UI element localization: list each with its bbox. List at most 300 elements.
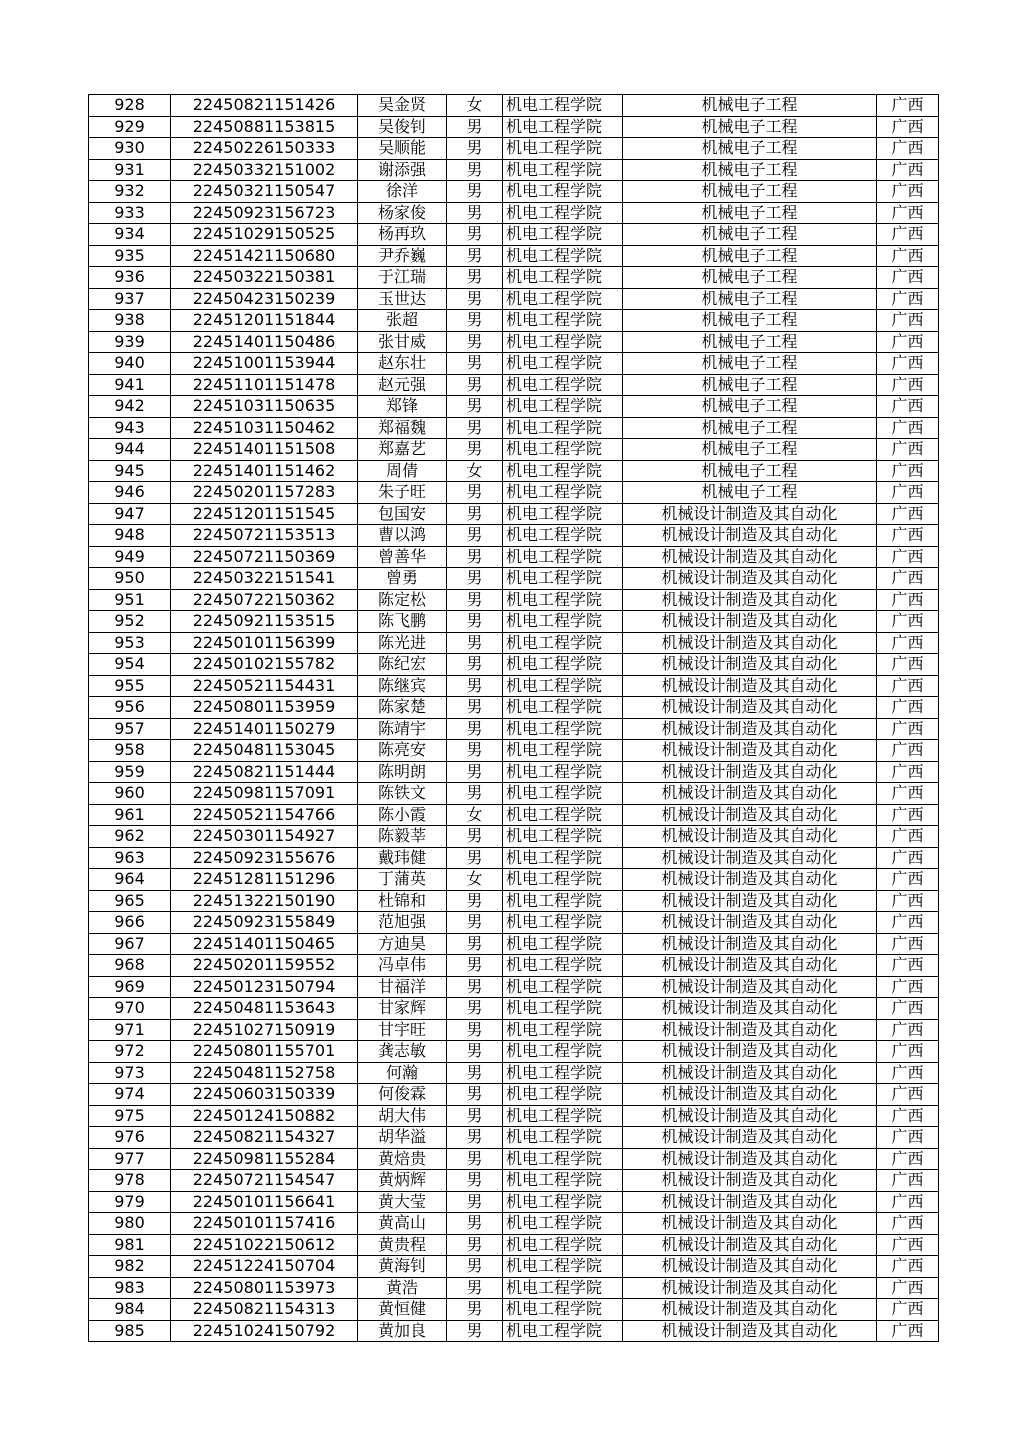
province-cell: 广西 bbox=[877, 245, 939, 267]
student-name-cell: 陈小霞 bbox=[358, 804, 447, 826]
major-cell: 机械设计制造及其自动化 bbox=[623, 1234, 877, 1256]
major-cell: 机械电子工程 bbox=[623, 417, 877, 439]
table-row bbox=[89, 611, 939, 633]
college-cell: 机电工程学院 bbox=[503, 116, 623, 138]
major-cell: 机械电子工程 bbox=[623, 159, 877, 181]
major-cell: 机械电子工程 bbox=[623, 116, 877, 138]
gender-cell: 男 bbox=[447, 654, 503, 676]
student-id-cell: 22450101157416 bbox=[171, 1213, 358, 1235]
college-cell: 机电工程学院 bbox=[503, 460, 623, 482]
student-name-cell: 陈铁文 bbox=[358, 783, 447, 805]
major-cell: 机械设计制造及其自动化 bbox=[623, 976, 877, 998]
college-cell: 机电工程学院 bbox=[503, 1299, 623, 1321]
student-id-cell: 22450322150381 bbox=[171, 267, 358, 289]
major-cell: 机械电子工程 bbox=[623, 310, 877, 332]
student-id-cell: 22450923155676 bbox=[171, 847, 358, 869]
major-cell: 机械设计制造及其自动化 bbox=[623, 912, 877, 934]
gender-cell: 男 bbox=[447, 116, 503, 138]
gender-cell: 男 bbox=[447, 1170, 503, 1192]
student-id-cell: 22451027150919 bbox=[171, 1019, 358, 1041]
table-row bbox=[89, 503, 939, 525]
gender-cell: 男 bbox=[447, 159, 503, 181]
student-name-cell: 尹乔巍 bbox=[358, 245, 447, 267]
student-id-cell: 22450981157091 bbox=[171, 783, 358, 805]
province-cell: 广西 bbox=[877, 460, 939, 482]
gender-cell: 男 bbox=[447, 740, 503, 762]
row-number-cell: 952 bbox=[89, 611, 171, 633]
province-cell: 广西 bbox=[877, 482, 939, 504]
major-cell: 机械电子工程 bbox=[623, 353, 877, 375]
province-cell: 广西 bbox=[877, 804, 939, 826]
table-row bbox=[89, 869, 939, 891]
row-number-cell: 949 bbox=[89, 546, 171, 568]
student-id-cell: 22450226150333 bbox=[171, 138, 358, 160]
college-cell: 机电工程学院 bbox=[503, 826, 623, 848]
college-cell: 机电工程学院 bbox=[503, 783, 623, 805]
province-cell: 广西 bbox=[877, 396, 939, 418]
row-number-cell: 958 bbox=[89, 740, 171, 762]
major-cell: 机械电子工程 bbox=[623, 331, 877, 353]
province-cell: 广西 bbox=[877, 1320, 939, 1342]
major-cell: 机械电子工程 bbox=[623, 482, 877, 504]
table-row bbox=[89, 138, 939, 160]
gender-cell: 男 bbox=[447, 1256, 503, 1278]
college-cell: 机电工程学院 bbox=[503, 138, 623, 160]
row-number-cell: 936 bbox=[89, 267, 171, 289]
table-row bbox=[89, 976, 939, 998]
major-cell: 机械设计制造及其自动化 bbox=[623, 718, 877, 740]
table-row bbox=[89, 267, 939, 289]
student-id-cell: 22450521154431 bbox=[171, 675, 358, 697]
student-id-cell: 22451421150680 bbox=[171, 245, 358, 267]
table-row bbox=[89, 1234, 939, 1256]
table-row bbox=[89, 1019, 939, 1041]
student-id-cell: 22450201157283 bbox=[171, 482, 358, 504]
college-cell: 机电工程学院 bbox=[503, 159, 623, 181]
student-name-cell: 曾勇 bbox=[358, 568, 447, 590]
student-id-cell: 22450801155701 bbox=[171, 1041, 358, 1063]
gender-cell: 男 bbox=[447, 976, 503, 998]
gender-cell: 男 bbox=[447, 1234, 503, 1256]
row-number-cell: 965 bbox=[89, 890, 171, 912]
major-cell: 机械设计制造及其自动化 bbox=[623, 1256, 877, 1278]
student-name-cell: 黄加良 bbox=[358, 1320, 447, 1342]
student-name-cell: 郑嘉艺 bbox=[358, 439, 447, 461]
table-row bbox=[89, 95, 939, 117]
college-cell: 机电工程学院 bbox=[503, 288, 623, 310]
row-number-cell: 977 bbox=[89, 1148, 171, 1170]
student-id-cell: 22450124150882 bbox=[171, 1105, 358, 1127]
province-cell: 广西 bbox=[877, 374, 939, 396]
table-row bbox=[89, 202, 939, 224]
table-row bbox=[89, 589, 939, 611]
gender-cell: 男 bbox=[447, 353, 503, 375]
row-number-cell: 980 bbox=[89, 1213, 171, 1235]
major-cell: 机械电子工程 bbox=[623, 374, 877, 396]
table-row bbox=[89, 804, 939, 826]
major-cell: 机械设计制造及其自动化 bbox=[623, 933, 877, 955]
province-cell: 广西 bbox=[877, 783, 939, 805]
gender-cell: 男 bbox=[447, 1062, 503, 1084]
province-cell: 广西 bbox=[877, 826, 939, 848]
province-cell: 广西 bbox=[877, 1041, 939, 1063]
province-cell: 广西 bbox=[877, 310, 939, 332]
student-name-cell: 赵元强 bbox=[358, 374, 447, 396]
student-name-cell: 黄大莹 bbox=[358, 1191, 447, 1213]
gender-cell: 男 bbox=[447, 1277, 503, 1299]
student-name-cell: 黄恒健 bbox=[358, 1299, 447, 1321]
college-cell: 机电工程学院 bbox=[503, 245, 623, 267]
major-cell: 机械设计制造及其自动化 bbox=[623, 503, 877, 525]
major-cell: 机械设计制造及其自动化 bbox=[623, 740, 877, 762]
student-name-cell: 黄焙贵 bbox=[358, 1148, 447, 1170]
student-name-cell: 陈靖宇 bbox=[358, 718, 447, 740]
table-row bbox=[89, 482, 939, 504]
gender-cell: 男 bbox=[447, 267, 503, 289]
gender-cell: 男 bbox=[447, 417, 503, 439]
student-id-cell: 22451201151844 bbox=[171, 310, 358, 332]
student-name-cell: 陈家楚 bbox=[358, 697, 447, 719]
student-id-cell: 22451001153944 bbox=[171, 353, 358, 375]
major-cell: 机械电子工程 bbox=[623, 396, 877, 418]
province-cell: 广西 bbox=[877, 267, 939, 289]
table-row bbox=[89, 310, 939, 332]
province-cell: 广西 bbox=[877, 1127, 939, 1149]
major-cell: 机械设计制造及其自动化 bbox=[623, 589, 877, 611]
province-cell: 广西 bbox=[877, 869, 939, 891]
student-name-cell: 曾善华 bbox=[358, 546, 447, 568]
college-cell: 机电工程学院 bbox=[503, 224, 623, 246]
table-row bbox=[89, 396, 939, 418]
row-number-cell: 955 bbox=[89, 675, 171, 697]
table-row bbox=[89, 761, 939, 783]
college-cell: 机电工程学院 bbox=[503, 718, 623, 740]
table-row bbox=[89, 1256, 939, 1278]
student-id-cell: 22451022150612 bbox=[171, 1234, 358, 1256]
province-cell: 广西 bbox=[877, 1148, 939, 1170]
student-id-cell: 22451201151545 bbox=[171, 503, 358, 525]
gender-cell: 男 bbox=[447, 1213, 503, 1235]
province-cell: 广西 bbox=[877, 611, 939, 633]
row-number-cell: 935 bbox=[89, 245, 171, 267]
table-row bbox=[89, 439, 939, 461]
student-id-cell: 22450332151002 bbox=[171, 159, 358, 181]
row-number-cell: 978 bbox=[89, 1170, 171, 1192]
major-cell: 机械电子工程 bbox=[623, 224, 877, 246]
province-cell: 广西 bbox=[877, 1191, 939, 1213]
student-name-cell: 黄浩 bbox=[358, 1277, 447, 1299]
province-cell: 广西 bbox=[877, 568, 939, 590]
student-id-cell: 22450123150794 bbox=[171, 976, 358, 998]
row-number-cell: 971 bbox=[89, 1019, 171, 1041]
student-id-cell: 22451401150279 bbox=[171, 718, 358, 740]
gender-cell: 男 bbox=[447, 1127, 503, 1149]
student-name-cell: 胡华溢 bbox=[358, 1127, 447, 1149]
row-number-cell: 933 bbox=[89, 202, 171, 224]
gender-cell: 女 bbox=[447, 869, 503, 891]
province-cell: 广西 bbox=[877, 331, 939, 353]
row-number-cell: 972 bbox=[89, 1041, 171, 1063]
student-name-cell: 吴金贤 bbox=[358, 95, 447, 117]
province-cell: 广西 bbox=[877, 288, 939, 310]
college-cell: 机电工程学院 bbox=[503, 417, 623, 439]
row-number-cell: 939 bbox=[89, 331, 171, 353]
province-cell: 广西 bbox=[877, 1084, 939, 1106]
row-number-cell: 966 bbox=[89, 912, 171, 934]
row-number-cell: 956 bbox=[89, 697, 171, 719]
province-cell: 广西 bbox=[877, 740, 939, 762]
student-name-cell: 吴顺能 bbox=[358, 138, 447, 160]
row-number-cell: 941 bbox=[89, 374, 171, 396]
row-number-cell: 962 bbox=[89, 826, 171, 848]
college-cell: 机电工程学院 bbox=[503, 589, 623, 611]
major-cell: 机械电子工程 bbox=[623, 181, 877, 203]
table-row bbox=[89, 331, 939, 353]
row-number-cell: 967 bbox=[89, 933, 171, 955]
major-cell: 机械设计制造及其自动化 bbox=[623, 955, 877, 977]
table-row bbox=[89, 847, 939, 869]
college-cell: 机电工程学院 bbox=[503, 568, 623, 590]
student-id-cell: 22451031150462 bbox=[171, 417, 358, 439]
gender-cell: 男 bbox=[447, 439, 503, 461]
major-cell: 机械电子工程 bbox=[623, 439, 877, 461]
table-row bbox=[89, 955, 939, 977]
gender-cell: 男 bbox=[447, 1019, 503, 1041]
table-row bbox=[89, 288, 939, 310]
table-row bbox=[89, 1127, 939, 1149]
college-cell: 机电工程学院 bbox=[503, 202, 623, 224]
college-cell: 机电工程学院 bbox=[503, 761, 623, 783]
major-cell: 机械设计制造及其自动化 bbox=[623, 869, 877, 891]
major-cell: 机械电子工程 bbox=[623, 202, 877, 224]
table-row bbox=[89, 740, 939, 762]
row-number-cell: 951 bbox=[89, 589, 171, 611]
row-number-cell: 975 bbox=[89, 1105, 171, 1127]
gender-cell: 男 bbox=[447, 611, 503, 633]
student-id-cell: 22450101156641 bbox=[171, 1191, 358, 1213]
gender-cell: 男 bbox=[447, 761, 503, 783]
student-name-cell: 玉世达 bbox=[358, 288, 447, 310]
table-row bbox=[89, 546, 939, 568]
table-row bbox=[89, 353, 939, 375]
province-cell: 广西 bbox=[877, 116, 939, 138]
college-cell: 机电工程学院 bbox=[503, 1277, 623, 1299]
college-cell: 机电工程学院 bbox=[503, 1234, 623, 1256]
student-name-cell: 戴玮健 bbox=[358, 847, 447, 869]
row-number-cell: 948 bbox=[89, 525, 171, 547]
major-cell: 机械电子工程 bbox=[623, 288, 877, 310]
gender-cell: 女 bbox=[447, 95, 503, 117]
province-cell: 广西 bbox=[877, 138, 939, 160]
major-cell: 机械设计制造及其自动化 bbox=[623, 1170, 877, 1192]
student-name-cell: 陈纪宏 bbox=[358, 654, 447, 676]
college-cell: 机电工程学院 bbox=[503, 503, 623, 525]
table-row bbox=[89, 568, 939, 590]
province-cell: 广西 bbox=[877, 955, 939, 977]
province-cell: 广西 bbox=[877, 697, 939, 719]
student-name-cell: 徐洋 bbox=[358, 181, 447, 203]
gender-cell: 男 bbox=[447, 396, 503, 418]
major-cell: 机械设计制造及其自动化 bbox=[623, 568, 877, 590]
row-number-cell: 950 bbox=[89, 568, 171, 590]
student-id-cell: 22450923156723 bbox=[171, 202, 358, 224]
roster-body bbox=[89, 95, 939, 1342]
student-name-cell: 甘福洋 bbox=[358, 976, 447, 998]
student-name-cell: 朱子旺 bbox=[358, 482, 447, 504]
college-cell: 机电工程学院 bbox=[503, 546, 623, 568]
major-cell: 机械设计制造及其自动化 bbox=[623, 1299, 877, 1321]
gender-cell: 男 bbox=[447, 955, 503, 977]
student-id-cell: 22450722150362 bbox=[171, 589, 358, 611]
college-cell: 机电工程学院 bbox=[503, 1041, 623, 1063]
college-cell: 机电工程学院 bbox=[503, 353, 623, 375]
gender-cell: 男 bbox=[447, 138, 503, 160]
college-cell: 机电工程学院 bbox=[503, 847, 623, 869]
province-cell: 广西 bbox=[877, 1170, 939, 1192]
province-cell: 广西 bbox=[877, 417, 939, 439]
gender-cell: 男 bbox=[447, 1191, 503, 1213]
student-name-cell: 黄贵程 bbox=[358, 1234, 447, 1256]
student-name-cell: 陈飞鹏 bbox=[358, 611, 447, 633]
college-cell: 机电工程学院 bbox=[503, 310, 623, 332]
row-number-cell: 932 bbox=[89, 181, 171, 203]
college-cell: 机电工程学院 bbox=[503, 1213, 623, 1235]
student-name-cell: 谢添强 bbox=[358, 159, 447, 181]
student-name-cell: 杜锦和 bbox=[358, 890, 447, 912]
college-cell: 机电工程学院 bbox=[503, 525, 623, 547]
province-cell: 广西 bbox=[877, 1256, 939, 1278]
student-id-cell: 22450301154927 bbox=[171, 826, 358, 848]
table-row bbox=[89, 632, 939, 654]
province-cell: 广西 bbox=[877, 1213, 939, 1235]
province-cell: 广西 bbox=[877, 353, 939, 375]
province-cell: 广西 bbox=[877, 95, 939, 117]
table-row bbox=[89, 245, 939, 267]
row-number-cell: 979 bbox=[89, 1191, 171, 1213]
gender-cell: 男 bbox=[447, 847, 503, 869]
college-cell: 机电工程学院 bbox=[503, 955, 623, 977]
major-cell: 机械设计制造及其自动化 bbox=[623, 1213, 877, 1235]
student-name-cell: 郑锋 bbox=[358, 396, 447, 418]
college-cell: 机电工程学院 bbox=[503, 869, 623, 891]
table-row bbox=[89, 1105, 939, 1127]
table-row bbox=[89, 224, 939, 246]
college-cell: 机电工程学院 bbox=[503, 482, 623, 504]
college-cell: 机电工程学院 bbox=[503, 675, 623, 697]
gender-cell: 男 bbox=[447, 181, 503, 203]
major-cell: 机械设计制造及其自动化 bbox=[623, 998, 877, 1020]
table-row bbox=[89, 1191, 939, 1213]
student-name-cell: 陈继宾 bbox=[358, 675, 447, 697]
row-number-cell: 984 bbox=[89, 1299, 171, 1321]
gender-cell: 男 bbox=[447, 568, 503, 590]
major-cell: 机械设计制造及其自动化 bbox=[623, 1019, 877, 1041]
student-name-cell: 张超 bbox=[358, 310, 447, 332]
student-id-cell: 22451401151508 bbox=[171, 439, 358, 461]
student-id-cell: 22450721153513 bbox=[171, 525, 358, 547]
province-cell: 广西 bbox=[877, 718, 939, 740]
gender-cell: 男 bbox=[447, 546, 503, 568]
major-cell: 机械电子工程 bbox=[623, 138, 877, 160]
college-cell: 机电工程学院 bbox=[503, 912, 623, 934]
major-cell: 机械设计制造及其自动化 bbox=[623, 697, 877, 719]
gender-cell: 男 bbox=[447, 288, 503, 310]
major-cell: 机械设计制造及其自动化 bbox=[623, 1277, 877, 1299]
student-name-cell: 胡大伟 bbox=[358, 1105, 447, 1127]
student-id-cell: 22450521154766 bbox=[171, 804, 358, 826]
student-id-cell: 22451031150635 bbox=[171, 396, 358, 418]
student-id-cell: 22450321150547 bbox=[171, 181, 358, 203]
student-id-cell: 22450923155849 bbox=[171, 912, 358, 934]
roster-table bbox=[88, 94, 939, 1342]
student-name-cell: 陈明朗 bbox=[358, 761, 447, 783]
province-cell: 广西 bbox=[877, 181, 939, 203]
table-row bbox=[89, 159, 939, 181]
table-row bbox=[89, 1320, 939, 1342]
college-cell: 机电工程学院 bbox=[503, 998, 623, 1020]
gender-cell: 男 bbox=[447, 1105, 503, 1127]
table-row bbox=[89, 998, 939, 1020]
college-cell: 机电工程学院 bbox=[503, 331, 623, 353]
gender-cell: 男 bbox=[447, 783, 503, 805]
gender-cell: 男 bbox=[447, 525, 503, 547]
student-id-cell: 22450981155284 bbox=[171, 1148, 358, 1170]
student-id-cell: 22450721154547 bbox=[171, 1170, 358, 1192]
college-cell: 机电工程学院 bbox=[503, 374, 623, 396]
province-cell: 广西 bbox=[877, 1062, 939, 1084]
student-id-cell: 22451401150486 bbox=[171, 331, 358, 353]
college-cell: 机电工程学院 bbox=[503, 1127, 623, 1149]
college-cell: 机电工程学院 bbox=[503, 1170, 623, 1192]
gender-cell: 男 bbox=[447, 202, 503, 224]
college-cell: 机电工程学院 bbox=[503, 654, 623, 676]
table-row bbox=[89, 1170, 939, 1192]
student-id-cell: 22450801153973 bbox=[171, 1277, 358, 1299]
row-number-cell: 976 bbox=[89, 1127, 171, 1149]
student-id-cell: 22451024150792 bbox=[171, 1320, 358, 1342]
major-cell: 机械电子工程 bbox=[623, 245, 877, 267]
row-number-cell: 946 bbox=[89, 482, 171, 504]
row-number-cell: 985 bbox=[89, 1320, 171, 1342]
major-cell: 机械设计制造及其自动化 bbox=[623, 546, 877, 568]
student-id-cell: 22451322150190 bbox=[171, 890, 358, 912]
table-row bbox=[89, 525, 939, 547]
college-cell: 机电工程学院 bbox=[503, 439, 623, 461]
gender-cell: 男 bbox=[447, 331, 503, 353]
student-id-cell: 22450322151541 bbox=[171, 568, 358, 590]
student-name-cell: 黄炳辉 bbox=[358, 1170, 447, 1192]
student-name-cell: 于江瑞 bbox=[358, 267, 447, 289]
row-number-cell: 973 bbox=[89, 1062, 171, 1084]
student-name-cell: 曹以鸿 bbox=[358, 525, 447, 547]
major-cell: 机械电子工程 bbox=[623, 267, 877, 289]
province-cell: 广西 bbox=[877, 998, 939, 1020]
gender-cell: 男 bbox=[447, 310, 503, 332]
college-cell: 机电工程学院 bbox=[503, 95, 623, 117]
student-name-cell: 方迪昊 bbox=[358, 933, 447, 955]
student-name-cell: 吴俊钊 bbox=[358, 116, 447, 138]
student-id-cell: 22450481153045 bbox=[171, 740, 358, 762]
row-number-cell: 954 bbox=[89, 654, 171, 676]
row-number-cell: 928 bbox=[89, 95, 171, 117]
row-number-cell: 945 bbox=[89, 460, 171, 482]
major-cell: 机械设计制造及其自动化 bbox=[623, 783, 877, 805]
major-cell: 机械设计制造及其自动化 bbox=[623, 675, 877, 697]
student-id-cell: 22450481153643 bbox=[171, 998, 358, 1020]
province-cell: 广西 bbox=[877, 1277, 939, 1299]
province-cell: 广西 bbox=[877, 1019, 939, 1041]
table-row bbox=[89, 1148, 939, 1170]
